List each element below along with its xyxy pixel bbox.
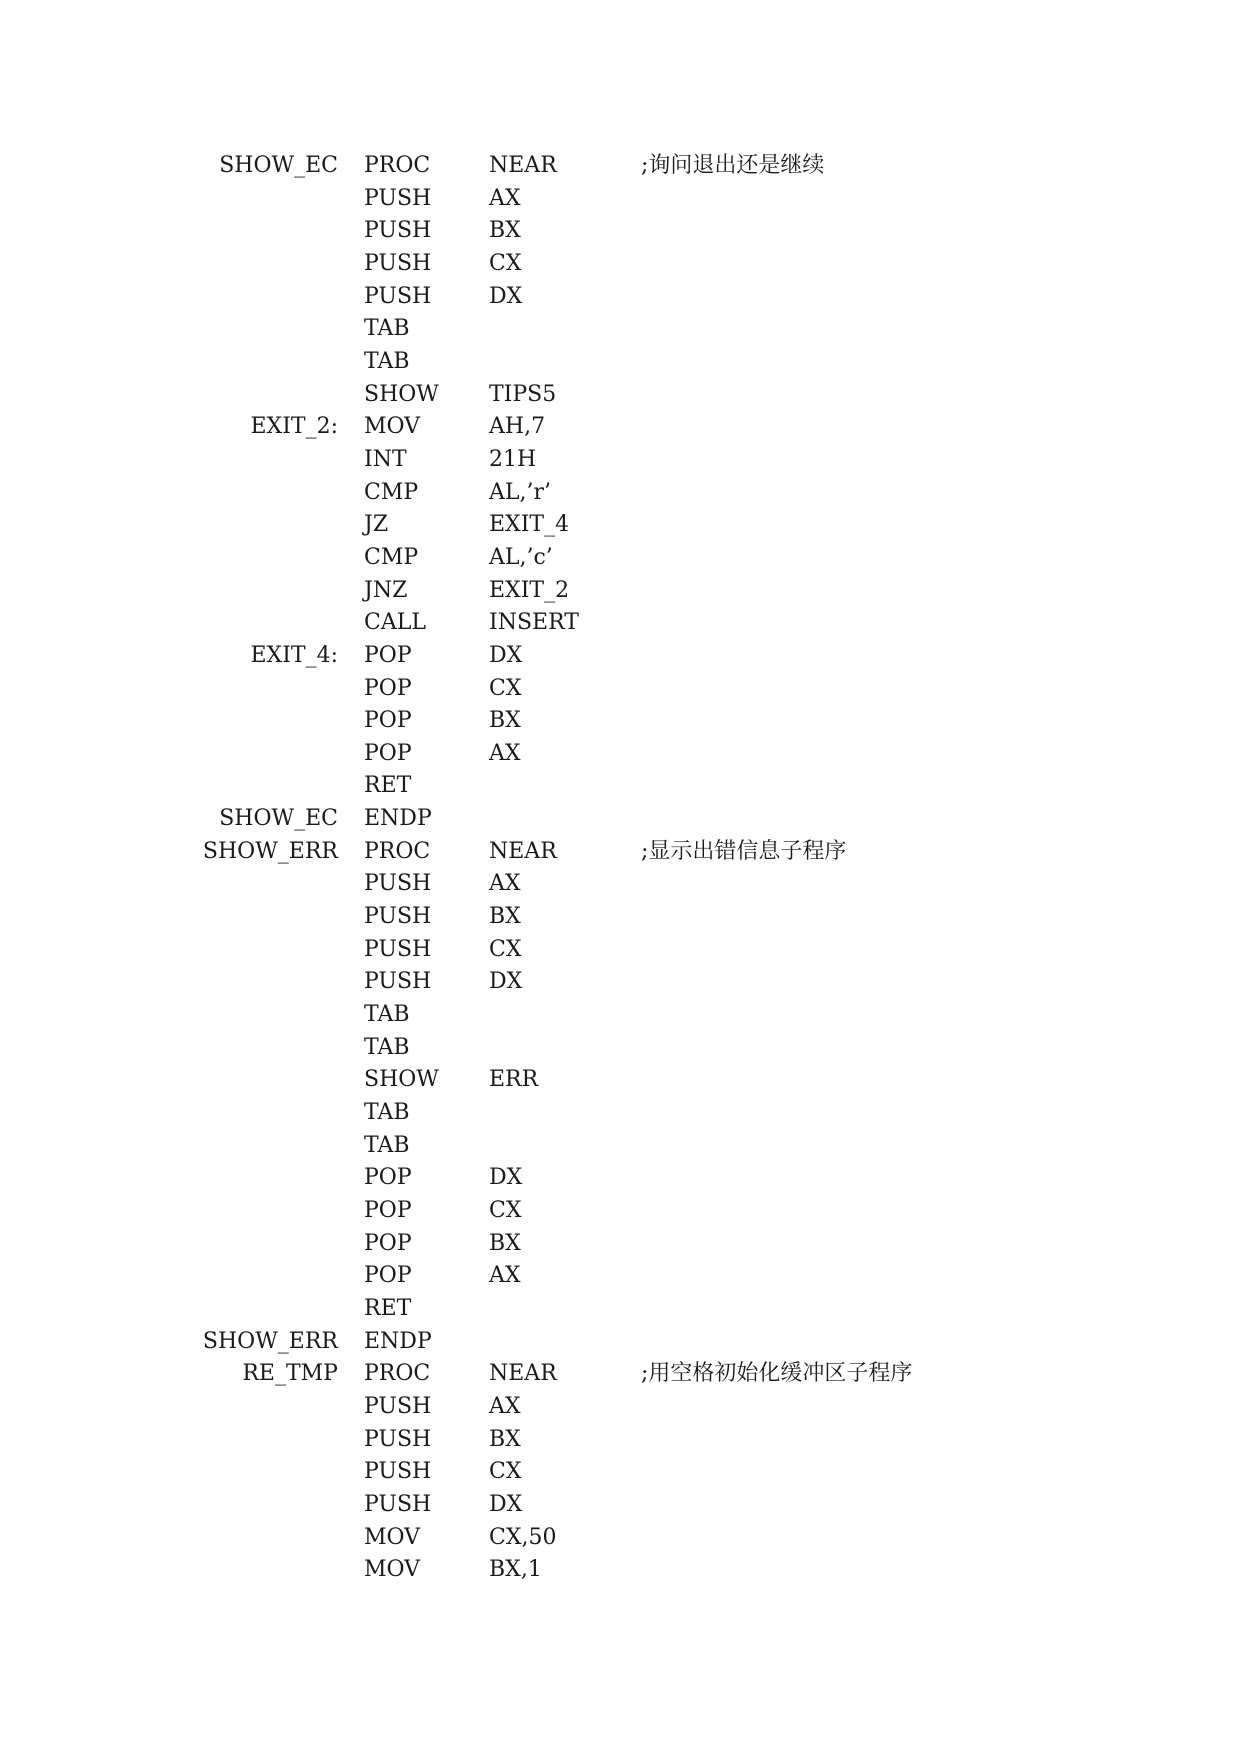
code-operand: DX xyxy=(489,642,523,668)
code-mnemonic: POP xyxy=(364,1198,412,1223)
code-operand: ERR xyxy=(489,1067,539,1093)
code-line xyxy=(0,477,1241,510)
code-line xyxy=(0,1130,1241,1163)
code-line xyxy=(0,1554,1241,1587)
code-line xyxy=(0,770,1241,803)
code-operand: CX,50 xyxy=(489,1524,557,1550)
code-line xyxy=(0,999,1241,1032)
code-line xyxy=(0,346,1241,379)
code-mnemonic: POP xyxy=(364,675,412,701)
code-mnemonic: PUSH xyxy=(364,185,432,211)
code-mnemonic: PUSH xyxy=(364,1491,432,1517)
code-line xyxy=(0,313,1241,346)
code-mnemonic: PUSH xyxy=(364,250,432,276)
code-line xyxy=(0,1097,1241,1130)
code-operand: CX xyxy=(489,1198,522,1223)
code-label: SHOW_ERR xyxy=(202,1328,338,1354)
code-line xyxy=(0,673,1241,706)
code-line xyxy=(0,248,1241,281)
code-label: RE_TMP xyxy=(242,1361,338,1387)
code-operand: BX xyxy=(489,708,521,734)
code-mnemonic: TAB xyxy=(364,1034,410,1060)
code-line xyxy=(0,281,1241,314)
code-operand: NEAR xyxy=(489,1361,557,1387)
code-operand: DX xyxy=(489,1165,523,1191)
code-mnemonic: POP xyxy=(364,642,412,668)
code-line xyxy=(0,575,1241,608)
code-operand: CX xyxy=(489,1459,522,1485)
code-operand: CX xyxy=(489,675,522,701)
code-mnemonic: TAB xyxy=(364,1132,410,1158)
code-operand: AX xyxy=(489,1393,521,1419)
code-line xyxy=(0,1032,1241,1065)
code-mnemonic: PUSH xyxy=(364,1393,432,1419)
code-operand: 21H xyxy=(489,446,537,472)
code-line xyxy=(0,934,1241,967)
code-operand: NEAR xyxy=(489,153,557,178)
code-mnemonic: RET xyxy=(364,1295,412,1321)
code-mnemonic: TAB xyxy=(364,1100,410,1126)
code-operand: DX xyxy=(489,1491,523,1517)
code-operand: BX xyxy=(489,1230,521,1256)
code-operand: BX xyxy=(489,1426,521,1452)
code-line xyxy=(0,1489,1241,1522)
code-comment: ;询问退出还是继续 xyxy=(641,153,825,178)
code-mnemonic: PUSH xyxy=(364,871,432,897)
code-line xyxy=(0,1358,1241,1391)
code-mnemonic: POP xyxy=(364,740,412,766)
code-line xyxy=(0,444,1241,477)
code-mnemonic: MOV xyxy=(364,414,421,440)
code-mnemonic: PUSH xyxy=(364,969,432,995)
code-operand: AH,7 xyxy=(489,414,546,440)
code-operand: BX,1 xyxy=(489,1557,542,1583)
code-line xyxy=(0,901,1241,934)
code-line xyxy=(0,379,1241,412)
code-line xyxy=(0,1456,1241,1489)
code-line xyxy=(0,1260,1241,1293)
code-mnemonic: POP xyxy=(364,1263,412,1289)
code-line xyxy=(0,1391,1241,1424)
code-line xyxy=(0,705,1241,738)
code-mnemonic: POP xyxy=(364,708,412,734)
code-mnemonic: MOV xyxy=(364,1557,421,1583)
code-operand: CX xyxy=(489,936,522,962)
code-mnemonic: ENDP xyxy=(364,806,432,832)
code-mnemonic: ENDP xyxy=(364,1328,432,1354)
code-operand: AX xyxy=(489,1263,521,1289)
code-line xyxy=(0,542,1241,575)
code-mnemonic: POP xyxy=(364,1165,412,1191)
code-label: EXIT_4: xyxy=(250,642,338,668)
code-operand: EXIT_4 xyxy=(489,512,570,538)
code-mnemonic: PROC xyxy=(364,153,431,178)
code-mnemonic: PUSH xyxy=(364,936,432,962)
code-line xyxy=(0,183,1241,216)
code-line xyxy=(0,150,1241,183)
code-operand: DX xyxy=(489,969,523,995)
code-mnemonic: TAB xyxy=(364,1002,410,1028)
code-operand: AX xyxy=(489,185,521,211)
code-operand: EXIT_2 xyxy=(489,577,570,603)
code-mnemonic: RET xyxy=(364,773,412,799)
code-mnemonic: PROC xyxy=(364,1361,431,1387)
code-label: SHOW_EC xyxy=(219,806,338,832)
code-mnemonic: INT xyxy=(364,446,407,472)
code-comment: ;显示出错信息子程序 xyxy=(641,838,847,864)
code-line xyxy=(0,411,1241,444)
code-operand: BX xyxy=(489,218,521,244)
code-mnemonic: CMP xyxy=(364,479,419,505)
code-operand: INSERT xyxy=(489,610,579,636)
code-label: SHOW_EC xyxy=(219,153,338,178)
code-mnemonic: CALL xyxy=(364,610,426,636)
code-line xyxy=(0,215,1241,248)
code-line xyxy=(0,640,1241,673)
code-line xyxy=(0,1522,1241,1555)
code-line xyxy=(0,1326,1241,1359)
code-operand: CX xyxy=(489,250,522,276)
code-comment: ;用空格初始化缓冲区子程序 xyxy=(641,1361,913,1387)
code-line xyxy=(0,803,1241,836)
code-line xyxy=(0,1162,1241,1195)
code-line xyxy=(0,1424,1241,1457)
code-operand: NEAR xyxy=(489,838,557,864)
code-mnemonic: MOV xyxy=(364,1524,421,1550)
code-operand: DX xyxy=(489,283,523,309)
code-line xyxy=(0,1293,1241,1326)
code-mnemonic: POP xyxy=(364,1230,412,1256)
code-line xyxy=(0,738,1241,771)
code-mnemonic: SHOW xyxy=(364,1067,439,1093)
code-line xyxy=(0,966,1241,999)
code-line xyxy=(0,1064,1241,1097)
code-operand: TIPS5 xyxy=(489,381,557,407)
code-mnemonic: CMP xyxy=(364,544,419,570)
code-label: EXIT_2: xyxy=(250,414,338,440)
code-line xyxy=(0,1228,1241,1261)
code-operand: AL,’r’ xyxy=(489,479,551,505)
code-mnemonic: JZ xyxy=(364,512,389,538)
code-label: SHOW_ERR xyxy=(202,838,338,864)
code-mnemonic: PUSH xyxy=(364,904,432,930)
code-line xyxy=(0,1195,1241,1228)
code-mnemonic: SHOW xyxy=(364,381,439,407)
code-line xyxy=(0,868,1241,901)
code-mnemonic: TAB xyxy=(364,316,410,342)
code-operand: AX xyxy=(489,871,521,897)
code-mnemonic: PUSH xyxy=(364,218,432,244)
code-mnemonic: PUSH xyxy=(364,1426,432,1452)
code-mnemonic: JNZ xyxy=(364,577,408,603)
code-line xyxy=(0,836,1241,869)
assembly-listing xyxy=(0,150,1241,1587)
code-mnemonic: PUSH xyxy=(364,1459,432,1485)
code-mnemonic: PROC xyxy=(364,838,431,864)
code-operand: AL,’c’ xyxy=(489,544,553,570)
code-operand: AX xyxy=(489,740,521,766)
code-operand: BX xyxy=(489,904,521,930)
code-line xyxy=(0,607,1241,640)
code-line xyxy=(0,509,1241,542)
code-mnemonic: TAB xyxy=(364,348,410,374)
code-mnemonic: PUSH xyxy=(364,283,432,309)
